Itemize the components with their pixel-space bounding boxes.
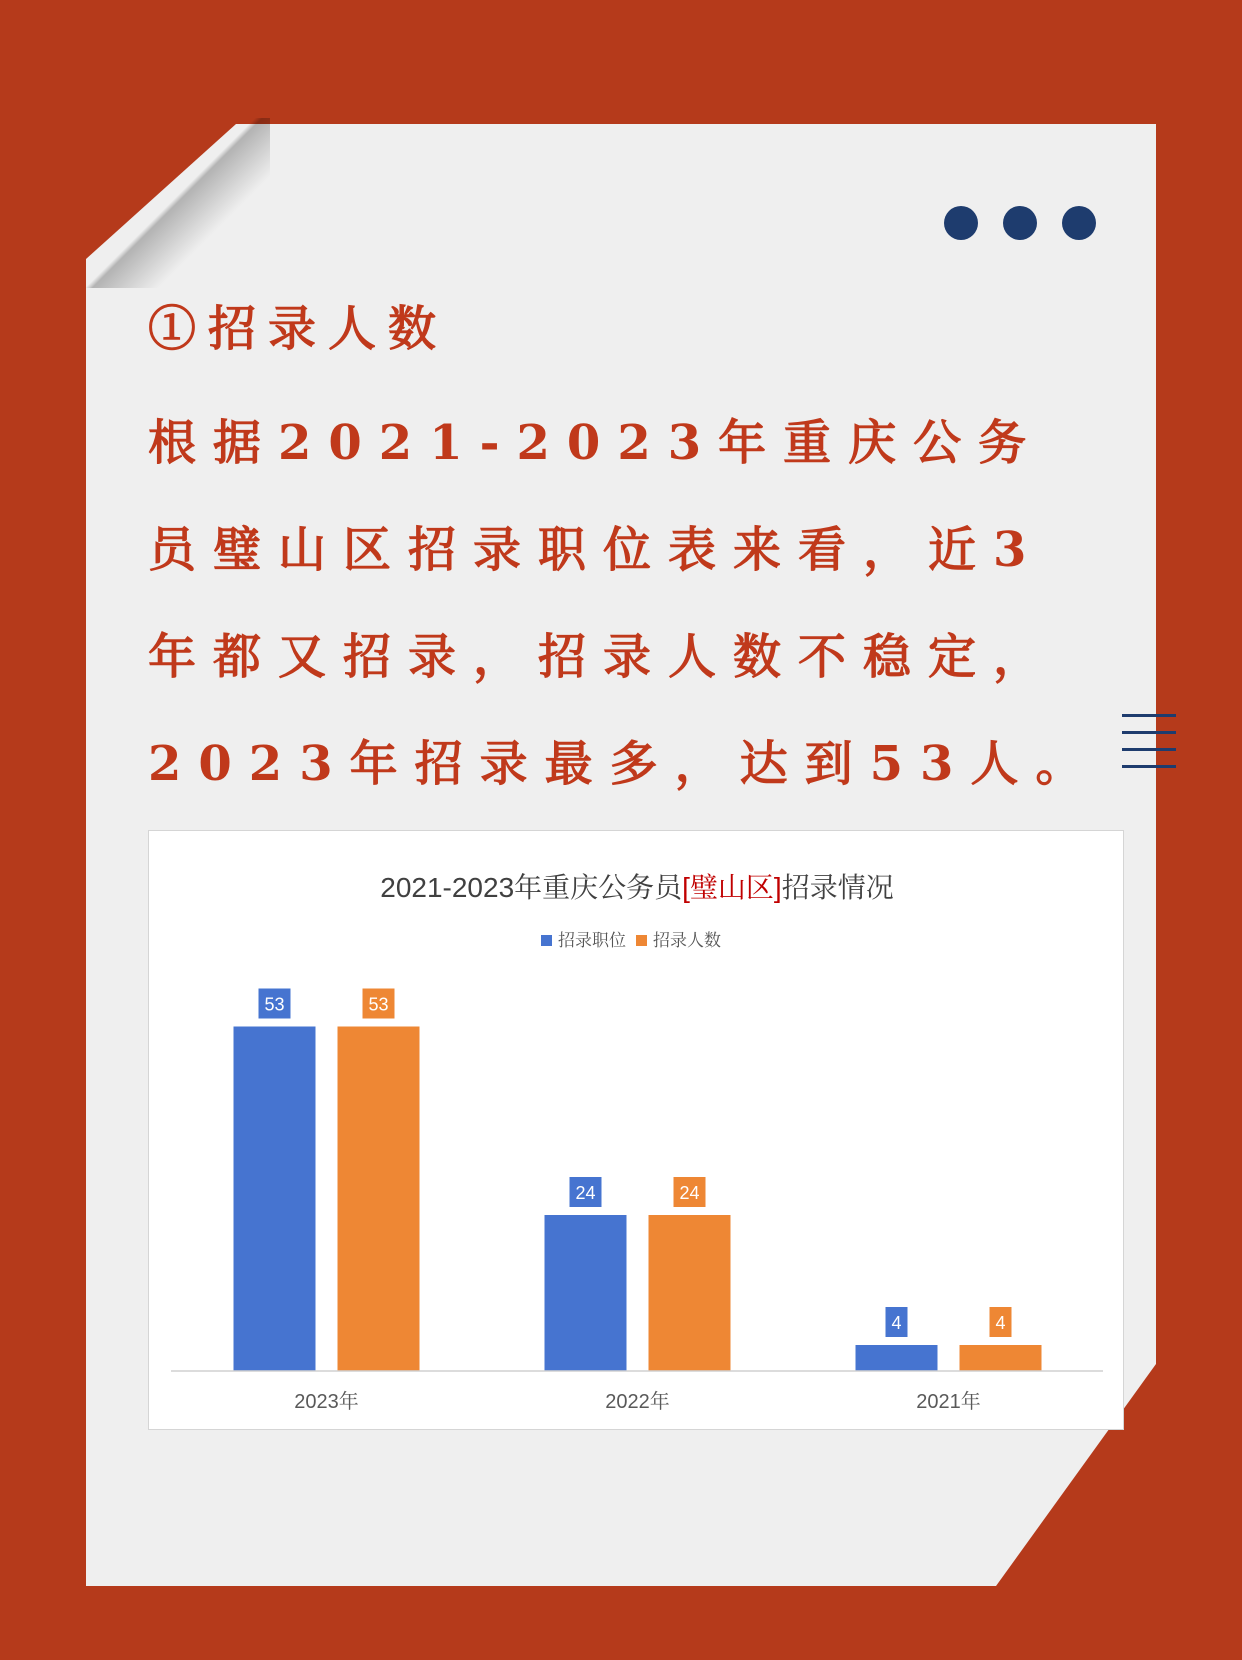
x-axis-ticks [294,1390,981,1413]
data-label-1-1: 24 [679,1183,700,1203]
dot [1003,206,1037,240]
bar-2-0 [856,1345,938,1371]
chart-legend [541,931,721,950]
legend-label-0: 招录职位 [558,931,626,950]
bar-1-1 [649,1215,731,1371]
bar-0-1 [338,1027,420,1372]
data-label-2-0: 4 [891,1313,902,1333]
legend-label-1: 招录人数 [653,931,721,950]
chart-title [380,872,893,903]
data-label-1-0: 24 [575,1183,596,1203]
x-tick-label-0: 2023年 [294,1391,359,1413]
legend-swatch-1 [636,935,647,946]
bar-1-0 [545,1215,627,1371]
section-heading: ①招录人数 [148,301,449,357]
data-label-2-1: 4 [995,1313,1006,1333]
dot [1062,206,1096,240]
bar-2-1 [960,1345,1042,1371]
dot [944,206,978,240]
chart-bars [234,989,1042,1372]
data-label-0-0: 53 [264,994,285,1015]
x-tick-label-2: 2021年 [916,1391,981,1413]
body-text: 根据2021-2023年重庆公务员璧山区招录职位表来看，近3年都又招录，招录人数不稳定，2023年招录最多，达到53人。 [148,415,1101,792]
menu-icon [1122,714,1178,770]
chart-container [148,830,1124,1430]
bar-chart [149,831,1125,1431]
chart-title-suffix: 招录情况 [781,872,894,903]
data-label-0-1: 53 [368,994,389,1015]
chart-title-highlight: [璧山区] [682,872,782,903]
bar-0-0 [234,1027,316,1372]
three-dots-icon [944,206,1096,240]
legend-swatch-0 [541,935,552,946]
chart-title-prefix: 2021-2023年重庆公务员 [380,872,683,903]
x-tick-label-1: 2022年 [605,1391,670,1413]
